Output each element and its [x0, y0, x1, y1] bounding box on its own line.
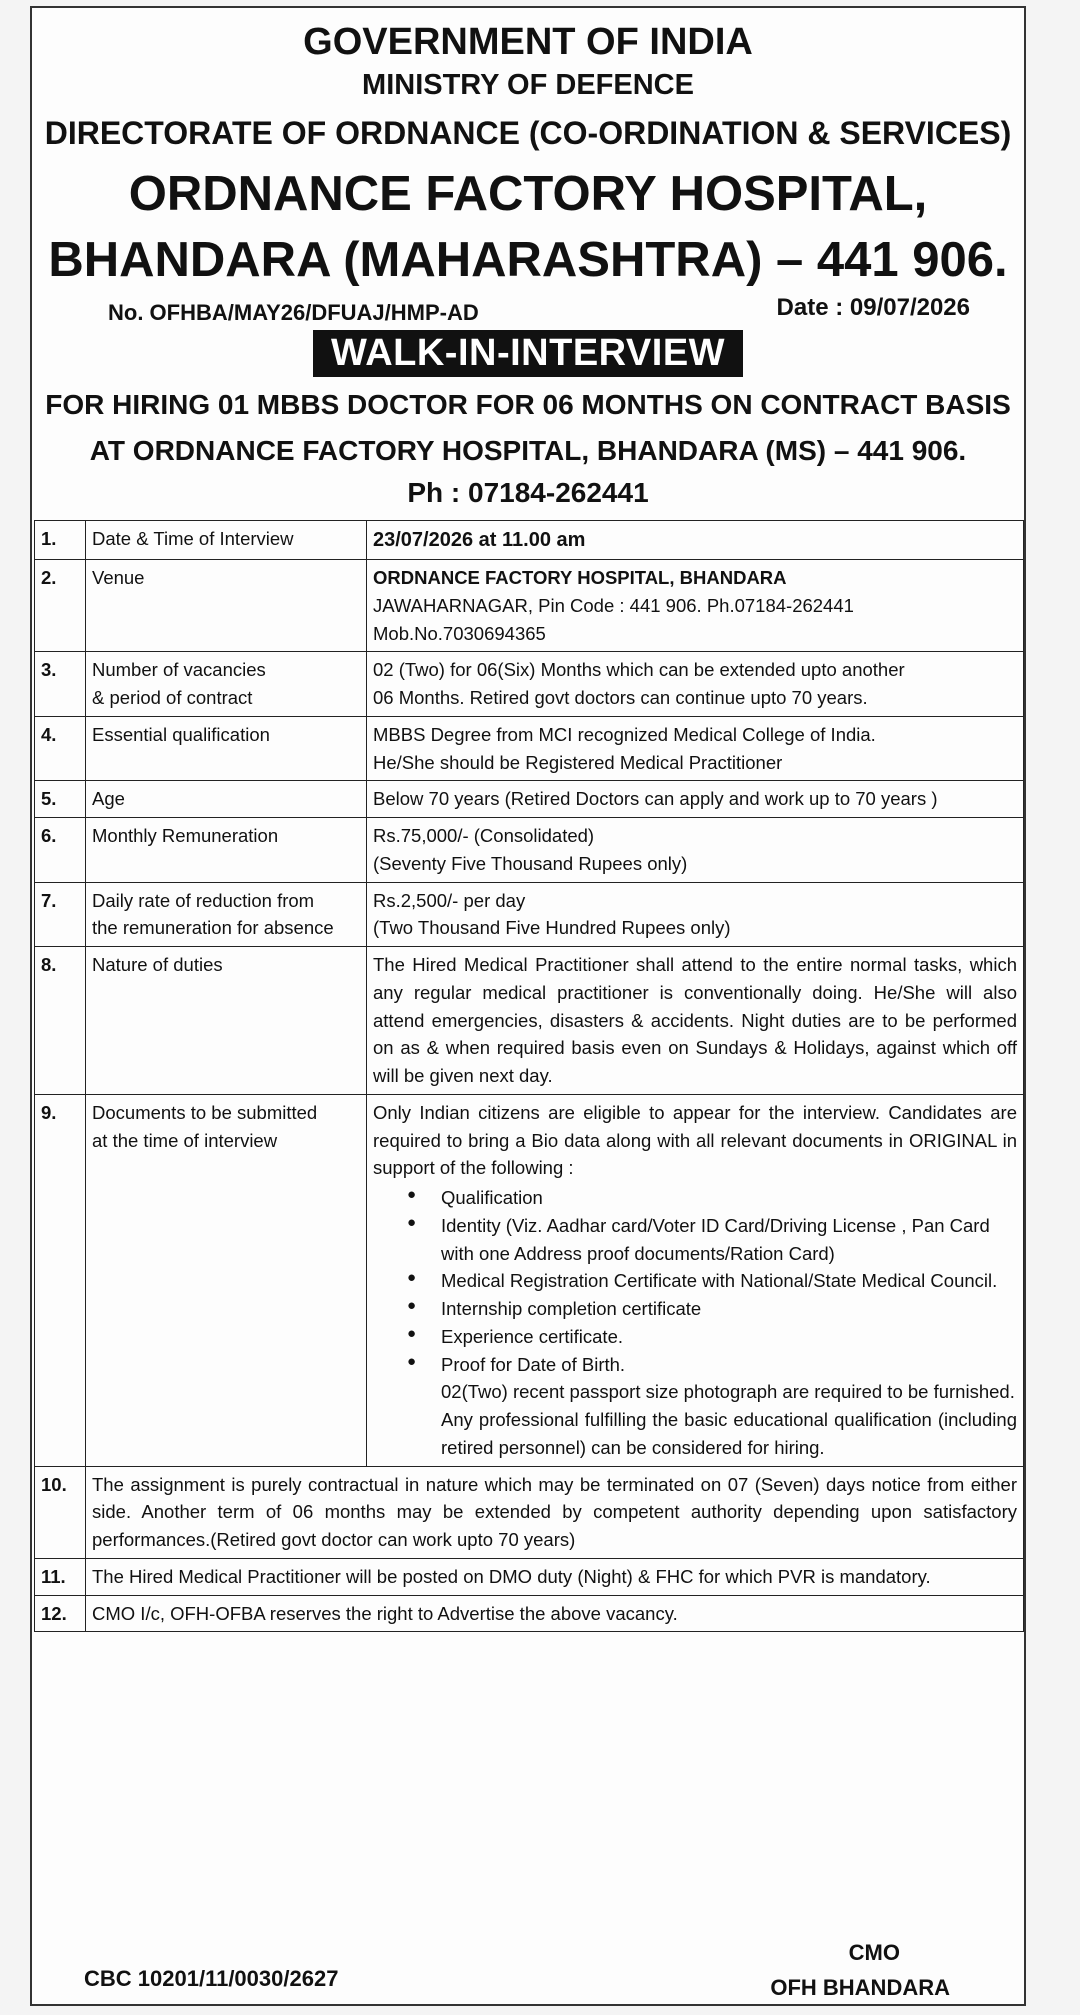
row-number: 8.: [35, 947, 86, 1095]
photograph-note: 02(Two) recent passport size photograph are required to be furnished.: [441, 1381, 1015, 1403]
row-label: [86, 652, 367, 717]
notice-page: [30, 6, 1026, 2006]
table-row: [35, 716, 1024, 781]
row-value-line2: He/She should be Registered Medical Practitioner: [373, 751, 783, 773]
row-value-line2: (Seventy Five Thousand Rupees only): [373, 852, 688, 874]
table-row: [35, 1558, 1024, 1595]
row-number: 2.: [35, 560, 86, 652]
documents-list: [373, 1184, 1017, 1378]
details-table: [34, 520, 1024, 1632]
subheading-phone: Ph : 07184-262441: [407, 477, 649, 508]
row-number: 7.: [35, 882, 86, 947]
row-value-line1: Rs.75,000/- (Consolidated): [373, 825, 595, 846]
table-row: [35, 521, 1024, 560]
signatory-title: CMO: [848, 1940, 900, 1965]
row-number: 6.: [35, 818, 86, 883]
row-number: 10.: [35, 1466, 86, 1558]
row-number: 4.: [35, 716, 86, 781]
row-number: 3.: [35, 652, 86, 717]
header-directorate: DIRECTORATE OF ORDNANCE (CO-ORDINATION & SERVICES): [44, 115, 1012, 151]
subheading-line2: AT ORDNANCE FACTORY HOSPITAL, BHANDARA (MS) – 441 906.: [89, 435, 967, 466]
row-value: [367, 652, 1024, 717]
list-item: ● Experience certificate.: [441, 1323, 1017, 1351]
row-label-line2: & period of contract: [92, 687, 253, 708]
venue-mobile: Mob.No.7030694365: [373, 622, 546, 644]
row-number: 9.: [35, 1094, 86, 1466]
cbc-number: CBC 10201/11/0030/2627: [84, 1966, 339, 1991]
row-label-line1: Daily rate of reduction from: [92, 889, 315, 911]
list-item: ● Proof for Date of Birth.: [441, 1351, 1017, 1379]
row-text: The Hired Medical Practitioner will be posted on DMO duty (Night) & FHC for which PVR is mandatory.: [86, 1558, 1024, 1595]
row-value-line2: 06 Months. Retired govt doctors can continue upto 70 years.: [373, 687, 868, 708]
subheading-line1: FOR HIRING 01 MBBS DOCTOR FOR 06 MONTHS ON CONTRACT BASIS: [45, 389, 1011, 420]
venue-address: JAWAHARNAGAR, Pin Code : 441 906. Ph.07184-262441: [373, 594, 854, 616]
row-label: Date & Time of Interview: [86, 521, 367, 560]
venue-value: [367, 560, 1024, 652]
table-row: [35, 947, 1024, 1095]
table-row: [35, 560, 1024, 652]
row-label: Age: [86, 781, 367, 818]
row-value-line1: 02 (Two) for 06(Six) Months which can be extended upto another: [373, 659, 905, 681]
walk-in-interview-banner: WALK-IN-INTERVIEW: [313, 330, 743, 377]
table-row: [35, 781, 1024, 818]
row-value-line2: (Two Thousand Five Hundred Rupees only): [373, 917, 731, 939]
row-label: [86, 882, 367, 947]
table-row: [35, 652, 1024, 717]
row-number: 12.: [35, 1595, 86, 1632]
row-number: 11.: [35, 1558, 86, 1595]
header-hospital: ORDNANCE FACTORY HOSPITAL,: [128, 167, 928, 221]
table-row: [35, 1094, 1024, 1466]
row-value-line1: Rs.2,500/- per day: [373, 889, 526, 911]
table-row: [35, 1595, 1024, 1632]
signatory-office: OFH BHANDARA: [770, 1975, 950, 2000]
row-value-line1: MBBS Degree from MCI recognized Medical College of India.: [373, 723, 876, 745]
documents-value: [367, 1094, 1024, 1466]
banner-container: [32, 330, 1024, 377]
row-label: Nature of duties: [86, 947, 367, 1095]
row-label-line1: Number of vacancies: [92, 659, 266, 681]
row-label: Monthly Remuneration: [86, 818, 367, 883]
list-item: ● Medical Registration Certificate with National/State Medical Council.: [441, 1267, 1017, 1295]
venue-name: ORDNANCE FACTORY HOSPITAL, BHANDARA: [373, 567, 787, 588]
notice-date: Date : 09/07/2026: [776, 294, 970, 321]
row-label-line2: the remuneration for absence: [92, 917, 334, 939]
reference-number: No. OFHBA/MAY26/DFUAJ/HMP-AD: [108, 300, 479, 325]
table-row: [35, 882, 1024, 947]
row-label-line2: at the time of interview: [92, 1129, 278, 1151]
interview-datetime: 23/07/2026 at 11.00 am: [367, 521, 1024, 560]
table-row: [35, 818, 1024, 883]
table-row: [35, 1466, 1024, 1558]
eligibility-note: Any professional fulfilling the basic educational qualification (including retired personnel) can be considered for hiring.: [441, 1409, 1017, 1458]
duties-text: The Hired Medical Practitioner shall attend to the entire normal tasks, which any regular medical practitioner is conventionally doing. He/She will also attend emergencies, disasters & accidents. Night duties are to be performed on as & when required basis even on Sundays & Holidays, against which off will be given next day.: [367, 947, 1024, 1095]
row-number: 1.: [35, 521, 86, 560]
header-ministry: MINISTRY OF DEFENCE: [362, 69, 694, 101]
list-item: ● Internship completion certificate: [441, 1295, 1017, 1323]
documents-intro: Only Indian citizens are eligible to appear for the interview. Candidates are required to bring a Bio data along with all relevant documents in ORIGINAL in support of the following :: [373, 1101, 1017, 1179]
list-item: ● Qualification: [441, 1184, 1017, 1212]
row-number: 5.: [35, 781, 86, 818]
list-item: ● Identity (Viz. Aadhar card/Voter ID Card/Driving License , Pan Card with one Address proof documents/Ration Card): [441, 1212, 1017, 1268]
header-government: GOVERNMENT OF INDIA: [303, 21, 753, 63]
row-text: The assignment is purely contractual in nature which may be terminated on 07 (Seven) days notice from either side. Another term of 06 months may be extended by competent authority depending upon satisfactory performances.(Retired govt doctor can work upto 70 years): [86, 1466, 1024, 1558]
row-value: [367, 882, 1024, 947]
row-value: [367, 818, 1024, 883]
row-label: Essential qualification: [86, 716, 367, 781]
row-value: Below 70 years (Retired Doctors can apply and work up to 70 years ): [367, 781, 1024, 818]
header-location: BHANDARA (MAHARASHTRA) – 441 906.: [48, 233, 1008, 287]
row-value: [367, 716, 1024, 781]
row-label: [86, 1094, 367, 1466]
row-label: Venue: [86, 560, 367, 652]
row-text: CMO I/c, OFH-OFBA reserves the right to Advertise the above vacancy.: [86, 1595, 1024, 1632]
row-label-line1: Documents to be submitted: [92, 1101, 318, 1123]
